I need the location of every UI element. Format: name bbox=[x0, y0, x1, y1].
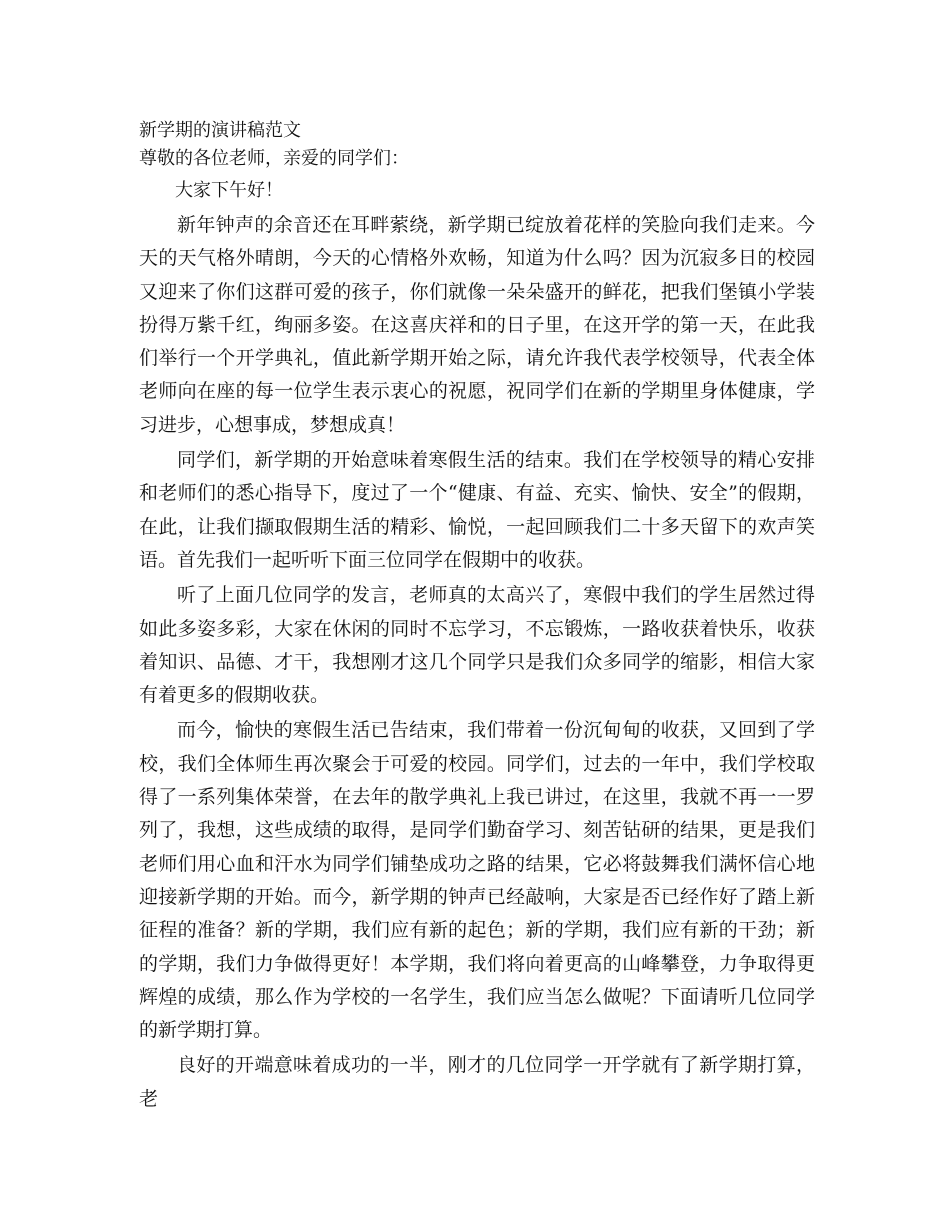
document-page bbox=[139, 118, 815, 1118]
document-title: 新学期的演讲稿范文 bbox=[139, 120, 301, 141]
paragraph-reflection: 听了上面几位同学的发言，老师真的太高兴了，寒假中我们的学生居然过得如此多姿多彩，大家在休闲的同时不忘学习，不忘锻炼，一路收获着快乐，收获着知识、品德、才干，我想刚才这几个同学只是我们众多同学的缩影，相信大家有着更多的假期收获。 bbox=[139, 584, 815, 707]
paragraph-new-semester: 而今，愉快的寒假生活已告结束，我们带着一份沉甸甸的收获，又回到了学校，我们全体师生再次聚会于可爱的校园。同学们，过去的一年中，我们学校取得了一系列集体荣誉，在去年的散学典礼上我已讲过，在这里，我就不再一一罗列了，我想，这些成绩的取得，是同学们勤奋学习、刻苦钻研的结果，更是我们老师们用心血和汗水为同学们铺垫成功之路的结果，它必将鼓舞我们满怀信心地迎接新学期的开始。而今，新学期的钟声已经敲响，大家是否已经作好了踏上新征程的准备？新的学期，我们应有新的起色；新的学期，我们应有新的干劲；新的学期，我们力争做得更好！本学期，我们将向着更高的山峰攀登，力争取得更辉煌的成绩，那么作为学校的一名学生，我们应当怎么做呢？下面请听几位同学的新学期打算。 bbox=[139, 719, 815, 1042]
paragraph-opening: 新年钟声的余音还在耳畔萦绕，新学期已绽放着花样的笑脸向我们走来。今天的天气格外晴朗，今天的心情格外欢畅，知道为什么吗？因为沉寂多日的校园又迎来了你们这群可爱的孩子，你们就像一朵朵盛开的鲜花，把我们堡镇小学装扮得万紫千红，绚丽多姿。在这喜庆祥和的日子里，在这开学的第一天，在此我们举行一个开学典礼，值此新学期开始之际，请允许我代表学校领导，代表全体老师向在座的每一位学生表示衷心的祝愿，祝同学们在新的学期里身体健康，学习进步，心想事成，梦想成真！ bbox=[139, 214, 815, 436]
salutation: 尊敬的各位老师，亲爱的同学们： bbox=[139, 148, 409, 169]
greeting: 大家下午好！ bbox=[175, 180, 283, 201]
paragraph-good-start: 良好的开端意味着成功的一半，刚才的几位同学一开学就有了新学期打算，老 bbox=[139, 1054, 815, 1110]
paragraph-holiday: 同学们，新学期的开始意味着寒假生活的结束。我们在学校领导的精心安排和老师们的悉心指导下，度过了一个“健康、有益、充实、愉快、安全”的假期，在此，让我们撷取假期生活的精彩、愉悦，一起回顾我们二十多天留下的欢声笑语。首先我们一起听听下面三位同学在假期中的收获。 bbox=[139, 449, 815, 571]
